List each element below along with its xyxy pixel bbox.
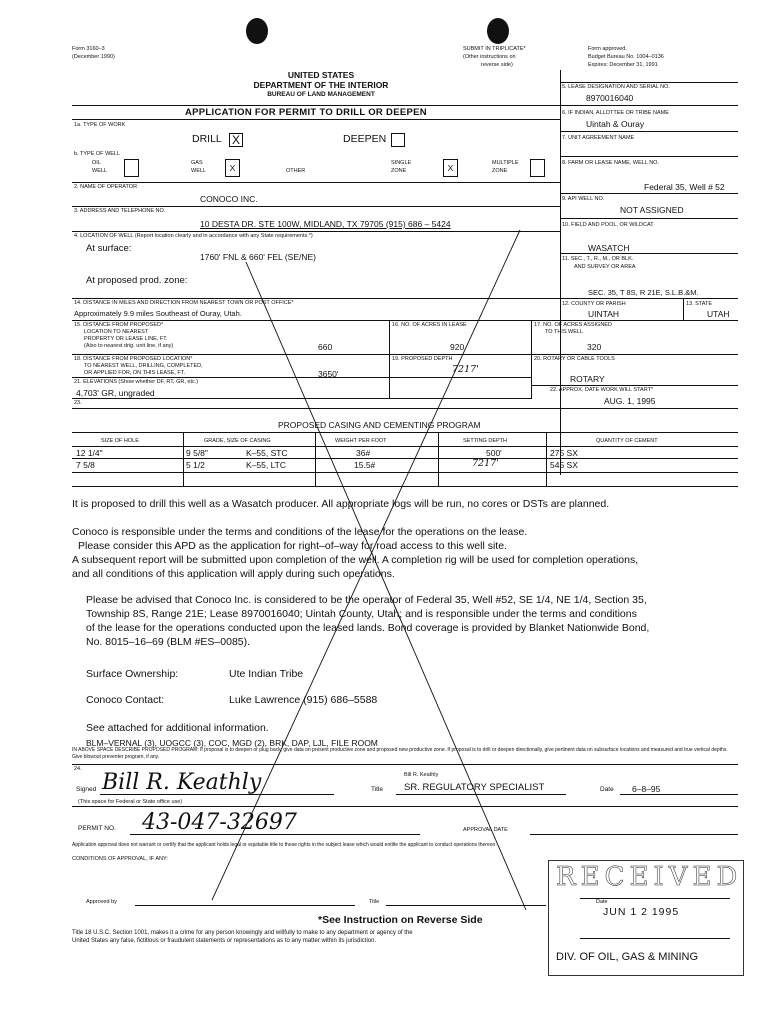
indian-tribe-label: 6. IF INDIAN, ALLOTTEE OR TRIBE NAME	[562, 110, 669, 116]
type-of-work-label: 1a. TYPE OF WORK	[74, 122, 126, 128]
submit-note: SUBMIT IN TRIPLICATE*	[463, 46, 526, 52]
form-number: Form 3160–3	[72, 46, 105, 52]
acres-assigned-label: 17. NO. OF ACRES ASSIGNED	[534, 322, 612, 328]
received-stamp-date: JUN 1 2 1995	[603, 906, 680, 918]
operator-value: CONOCO INC.	[200, 194, 258, 204]
remark-paragraph: Please consider this APD as the application for right–of–way for road access to this well site.	[78, 540, 507, 552]
elevation-label: 21. ELEVATIONS (Show whether DF, RT, GR, etc.)	[74, 379, 199, 385]
sec-twp-label: AND SURVEY OR AREA	[574, 264, 636, 270]
casing-cell: 9 5/8"	[186, 448, 208, 458]
title2-label: Title	[369, 899, 380, 905]
dist-lease-line-label: 15. DISTANCE FROM PROPOSED*	[74, 322, 164, 328]
drill-label: DRILL	[192, 133, 222, 145]
address-value: 10 DESTA DR. STE 100W, MIDLAND, TX 79705 (915) 686 – 5424	[200, 219, 451, 229]
acres-assigned-value: 320	[587, 342, 602, 352]
start-date-value: AUG. 1, 1995	[604, 396, 656, 406]
sec-twp-label: 11. SEC., T., R., M., OR BLK.	[562, 256, 634, 262]
dist-lease-line-label: (Also to nearest drig. unit line, if any)	[84, 343, 174, 349]
permit-no-value: 43-047-32697	[142, 810, 297, 835]
type-of-well-label: b. TYPE OF WELL	[74, 151, 121, 157]
casing-cell: 5 1/2	[186, 460, 205, 470]
deepen-label: DEEPEN	[343, 133, 387, 145]
acres-lease-label: 16. NO. OF ACRES IN LEASE	[392, 322, 467, 328]
dist-well-label: OR APPLIED FOR, ON THIS LEASE, FT.	[84, 370, 186, 376]
casing-cell: 15.5#	[354, 460, 376, 470]
lease-designation-value: 8970016040	[586, 93, 634, 103]
elevation-value: 4,703' GR, ungraded	[76, 388, 155, 398]
agency-line-2: DEPARTMENT OF THE INTERIOR	[253, 80, 389, 90]
casing-cell: 36#	[356, 448, 371, 458]
contact-label: Conoco Contact:	[86, 694, 165, 706]
dist-well-label: 18. DISTANCE FROM PROPOSED LOCATION*	[74, 356, 193, 362]
multiple-zone-label: MULTIPLE	[492, 160, 519, 166]
oil-label: WELL	[92, 168, 107, 174]
surface-ownership-label: Surface Ownership:	[86, 668, 179, 680]
signed-label: Signed	[76, 786, 97, 793]
casing-cell: 7217'	[472, 458, 499, 469]
form-title: APPLICATION FOR PERMIT TO DRILL OR DEEPEN	[185, 107, 427, 118]
casing-cell: 500'	[486, 448, 502, 458]
oil-label: OIL	[92, 160, 101, 166]
distance-town-label: 14. DISTANCE IN MILES AND DIRECTION FROM NEAREST TOWN OR POST OFFICE*	[74, 300, 294, 306]
operator-label: 2. NAME OF OPERATOR	[74, 184, 138, 190]
casing-cell: K–55, LTC	[246, 460, 287, 470]
date-value: 6–8–95	[632, 784, 661, 794]
col-header: WEIGHT PER FOOT	[335, 438, 387, 444]
rotary-label: 20. ROTARY OR CABLE TOOLS	[534, 356, 615, 362]
gas-well-checkbox[interactable]: X	[225, 159, 240, 177]
see-instructions: *See Instruction on Reverse Side	[318, 914, 483, 926]
agency-line-3: BUREAU OF LAND MANAGEMENT	[267, 91, 375, 98]
proposed-depth-value: 7217'	[452, 364, 479, 375]
single-zone-label: SINGLE	[391, 160, 412, 166]
api-well-label: 9. API WELL NO.	[562, 196, 605, 202]
casing-cell: 12 1/4"	[76, 448, 103, 458]
permit-no-label: PERMIT NO.	[78, 825, 116, 832]
remark-paragraph: of the lease for the operations conducted upon the leased lands. Bond coverage is provided by Blanket Nationwide Bond,	[86, 622, 650, 634]
title-label: Title	[371, 786, 384, 793]
dist-well-label: TO NEAREST WELL, DRILLING, COMPLETED,	[84, 363, 203, 369]
date-label: Date	[600, 786, 614, 793]
received-stamp-division: DIV. OF OIL, GAS & MINING	[556, 951, 699, 963]
approval-note: Form approved.	[588, 46, 627, 52]
state-value: UTAH	[707, 309, 730, 319]
farm-lease-value: Federal 35, Well # 52	[644, 182, 725, 192]
col-header: SIZE OF HOLE	[101, 438, 139, 444]
remark-paragraph: Conoco is responsible under the terms and conditions of the lease for the operations on the lease.	[72, 526, 528, 538]
above-space-note: IN ABOVE SPACE DESCRIBE PROPOSED PROGRAM: If proposal is to deepen or plug back, give data on present productive zone and proposed new productive zone. If proposal is to drill or deepen directionally, give pertinent data on subsurface locations and measured and true vertical depths. Give blowout preventer program, if any.	[72, 747, 728, 760]
casing-cell: 7 5/8	[76, 460, 95, 470]
gas-label: GAS	[191, 160, 203, 166]
program-title: PROPOSED CASING AND CEMENTING PROGRAM	[278, 420, 481, 430]
signature: Bill R. Keathly	[102, 770, 262, 795]
api-well-value: NOT ASSIGNED	[620, 205, 684, 215]
conditions-label: CONDITIONS OF APPROVAL, IF ANY:	[72, 856, 168, 862]
signer-printed-name: Bill R. Keathly	[404, 772, 439, 778]
title-value: SR. REGULATORY SPECIALIST	[404, 782, 545, 793]
single-zone-label: ZONE	[391, 168, 407, 174]
remark-paragraph: Please be advised that Conoco Inc. is considered to be the operator of Federal 35, Well #52, SE 1/4, NE 1/4, Section 35,	[86, 594, 647, 606]
remark-paragraph: Township 8S, Range 21E; Lease 8970016040; Uintah County, Utah; and is responsible under the terms and conditions	[86, 608, 637, 620]
single-zone-checkbox[interactable]: X	[443, 159, 458, 177]
distribution-list: BLM–VERNAL (3), UOGCC (3), COC, MGD (2), BRK, DAP, LJL, FILE ROOM	[86, 738, 378, 748]
other-label: OTHER	[286, 168, 306, 174]
col-header: SETTING DEPTH	[463, 438, 508, 444]
office-use-note: (This space for Federal or State office use)	[78, 799, 183, 805]
field-pool-value: WASATCH	[588, 243, 630, 253]
approval-note: Budget Bureau No. 1004–0136	[588, 54, 664, 60]
lease-designation-label: 5. LEASE DESIGNATION AND SERIAL NO.	[562, 84, 670, 90]
remark-paragraph: and all conditions of this application will apply during such operations.	[72, 568, 395, 580]
approval-date-label: APPROVAL DATE	[463, 827, 508, 833]
legal-notice: Title 18 U.S.C. Section 1001, makes it a crime for any person knowingly and willfully to make to any department or agency of the	[72, 930, 413, 936]
casing-cell: K–55, STC	[246, 448, 288, 458]
date2-label: Date	[596, 899, 608, 905]
dist-well-value: 3650'	[318, 369, 339, 379]
form-date: (December 1990)	[72, 54, 115, 60]
prod-zone-label: At proposed prod. zone:	[86, 275, 188, 286]
attached-note: See attached for additional information.	[86, 722, 269, 734]
item-23-label: 23.	[74, 400, 82, 406]
casing-cell: 275 SX	[550, 448, 578, 458]
acres-lease-value: 920	[450, 342, 465, 352]
surface-label: At surface:	[86, 243, 132, 254]
agency-line-1: UNITED STATES	[287, 70, 355, 80]
received-stamp-title: RECEIVED	[556, 862, 743, 892]
surface-value: 1760' FNL & 660' FEL (SE/NE)	[200, 252, 316, 262]
start-date-label: 22. APPROX. DATE WORK WILL START*	[550, 387, 654, 393]
proposed-depth-label: 19. PROPOSED DEPTH	[392, 356, 453, 362]
farm-lease-label: 8. FARM OR LEASE NAME, WELL NO.	[562, 160, 659, 166]
approval-warrant-note: Application approval does not warrant or certify that the applicant holds legal or equitable title to those rights in the subject lease which would entitle the applicant to conduct operations thereon.	[72, 842, 497, 848]
item-24-label: 24.	[74, 766, 82, 772]
address-label: 3. ADDRESS AND TELEPHONE NO.	[74, 208, 166, 214]
distance-town-value: Approximately 9.9 miles Southeast of Ouray, Utah.	[74, 309, 242, 318]
remark-paragraph: A subsequent report will be submitted upon completion of the well. A completion rig will be used for completion operations,	[72, 554, 639, 566]
indian-tribe-value: Uintah & Ouray	[586, 119, 645, 129]
field-pool-label: 10. FIELD AND POOL, OR WILDCAT	[562, 222, 654, 228]
col-header: QUANTITY OF CEMENT	[596, 438, 658, 444]
remark-paragraph: No. 8015–16–69 (BLM #ES–0085).	[86, 636, 251, 648]
remark-paragraph: It is proposed to drill this well as a Wasatch producer. All appropriate logs will be run, no cores or DSTs are planned.	[72, 498, 610, 510]
rotary-value: ROTARY	[570, 374, 605, 384]
county-value: UINTAH	[588, 309, 620, 319]
dist-lease-line-value: 660	[318, 342, 333, 352]
contact-value: Luke Lawrence (915) 686–5588	[229, 694, 378, 706]
surface-ownership-value: Ute Indian Tribe	[229, 668, 304, 680]
col-header: GRADE, SIZE OF CASING	[204, 438, 271, 444]
unit-agreement-label: 7. UNIT AGREEMENT NAME	[562, 135, 635, 141]
dist-lease-line-label: LOCATION TO NEAREST	[84, 329, 149, 335]
submit-note: reverse side)	[481, 62, 513, 68]
gas-label: WELL	[191, 168, 206, 174]
approved-by-label: Approved by	[86, 899, 117, 905]
location-label: 4. LOCATION OF WELL (Report location clearly and in accordance with any State requirements.*)	[74, 233, 313, 239]
state-label: 13. STATE	[686, 301, 713, 307]
legal-notice: United States any false, fictitious or fraudulent statements or representations as to any matter within its jurisdiction.	[72, 938, 377, 944]
county-label: 12. COUNTY OR PARISH	[562, 301, 626, 307]
casing-cell: 545 SX	[550, 460, 578, 470]
sec-twp-value: SEC. 35, T 8S, R 21E, S.L.B.&M.	[588, 288, 699, 297]
approval-note: Expires: December 31, 1991	[588, 62, 658, 68]
acres-assigned-label: TO THIS WELL	[545, 329, 584, 335]
dist-lease-line-label: PROPERTY OR LEASE LINE, FT.	[84, 336, 168, 342]
multiple-zone-label: ZONE	[492, 168, 508, 174]
submit-note: (Other instructions on	[463, 54, 516, 60]
drill-checkbox[interactable]: X	[229, 133, 243, 147]
